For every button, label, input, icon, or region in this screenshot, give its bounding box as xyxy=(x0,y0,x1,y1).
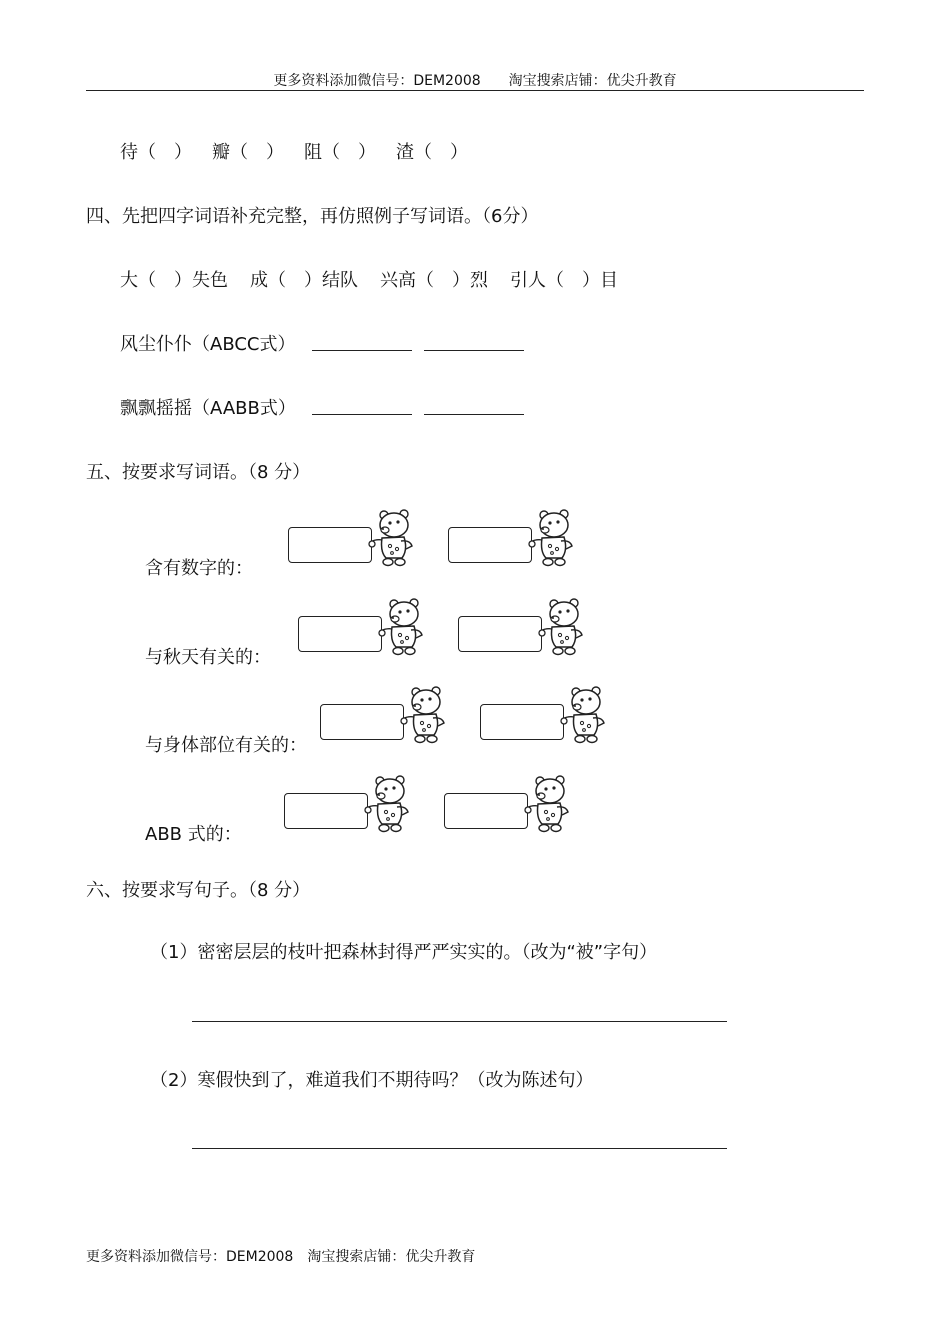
section-5-title: 五、按要求写词语。（8 分） xyxy=(86,462,311,483)
aabb-example: 飘飘摇摇（AABB式） xyxy=(120,398,296,419)
question-2: （2）寒假快到了，难道我们不期待吗？（改为陈述句） xyxy=(150,1070,594,1091)
idiom-3: 兴高（ ）烈 xyxy=(380,270,488,291)
answer-box-autumn-2[interactable] xyxy=(458,616,542,652)
abcc-answer-line-1[interactable] xyxy=(312,350,412,351)
char-item-4: 渣（ ） xyxy=(396,142,468,163)
idiom-2: 成（ ）结队 xyxy=(250,270,358,291)
page-header: 更多资料添加微信号：DEM2008 淘宝搜索店铺：优尖升教育 xyxy=(273,73,677,89)
row-label-autumn: 与秋天有关的： xyxy=(145,647,271,668)
question-1-answer-line[interactable] xyxy=(192,1021,727,1022)
answer-box-abb-1[interactable] xyxy=(284,793,368,829)
answer-box-number-2[interactable] xyxy=(448,527,532,563)
page-footer: 更多资料添加微信号：DEM2008 淘宝搜索店铺：优尖升教育 xyxy=(86,1249,476,1265)
bear-icon xyxy=(364,774,414,834)
bear-icon xyxy=(524,774,574,834)
char-item-1: 待（ ） xyxy=(120,142,192,163)
row-label-number: 含有数字的： xyxy=(145,558,253,579)
section-4-title: 四、先把四字词语补充完整，再仿照例子写词语。（6分） xyxy=(86,206,539,227)
answer-box-number-1[interactable] xyxy=(288,527,372,563)
bear-icon xyxy=(368,508,418,568)
row-label-body-parts: 与身体部位有关的： xyxy=(145,735,307,756)
char-item-3: 阻（ ） xyxy=(304,142,376,163)
bear-icon xyxy=(538,597,588,657)
abcc-example: 风尘仆仆（ABCC式） xyxy=(120,334,296,355)
row-label-abb: ABB 式的： xyxy=(145,824,242,845)
answer-box-abb-2[interactable] xyxy=(444,793,528,829)
aabb-answer-line-2[interactable] xyxy=(424,414,524,415)
answer-box-body-1[interactable] xyxy=(320,704,404,740)
answer-box-autumn-1[interactable] xyxy=(298,616,382,652)
aabb-answer-line-1[interactable] xyxy=(312,414,412,415)
header-divider xyxy=(86,90,864,91)
question-1: （1）密密层层的枝叶把森林封得严严实实的。（改为“被”字句） xyxy=(150,942,658,963)
bear-icon xyxy=(528,508,578,568)
section-6-title: 六、按要求写句子。（8 分） xyxy=(86,880,311,901)
answer-box-body-2[interactable] xyxy=(480,704,564,740)
idiom-1: 大（ ）失色 xyxy=(120,270,228,291)
idiom-4: 引人（ ）目 xyxy=(510,270,618,291)
question-2-answer-line[interactable] xyxy=(192,1148,727,1149)
abcc-answer-line-2[interactable] xyxy=(424,350,524,351)
char-item-2: 瓣（ ） xyxy=(212,142,284,163)
bear-icon xyxy=(378,597,428,657)
bear-icon xyxy=(560,685,610,745)
bear-icon xyxy=(400,685,450,745)
